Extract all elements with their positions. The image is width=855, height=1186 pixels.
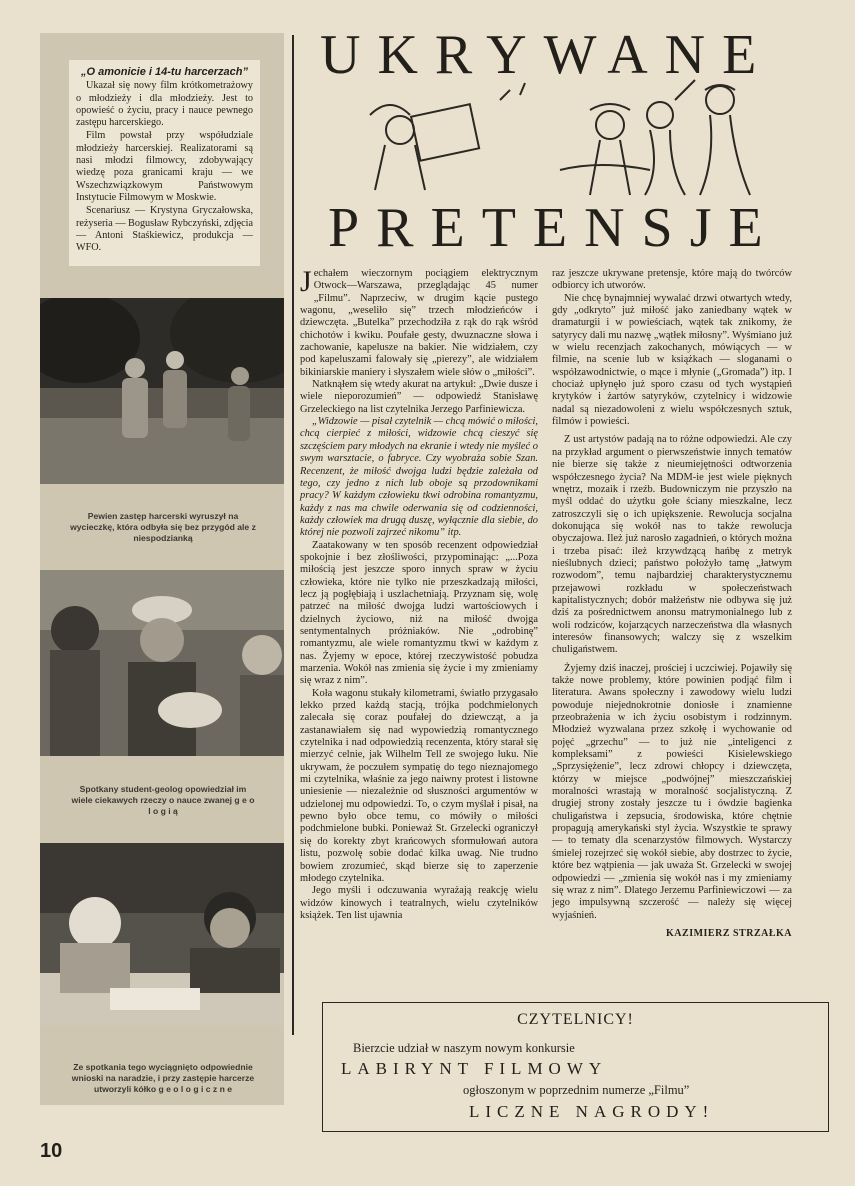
article-column-2 xyxy=(552,268,792,940)
film-info-paragraph: Ukazał się nowy film krótkometrażowy o młodzieży i dla młodzieży. Jest to opowieść o życiu, pracy i nauce pewnego zastępu harcerskiego. xyxy=(76,80,253,129)
article-paragraph: raz jeszcze ukrywane pretensje, które mają do twórców odbiorcy ich utworów. xyxy=(552,268,792,292)
film-info-title: „O amonicie i 14-tu harcerzach” xyxy=(81,66,248,78)
article-paragraph: „Widzowie — pisał czytelnik — chcą mówić o miłości, chcą cierpieć z miłości, widzowie chcą cieszyć się szczęściem pary młodych na ekranie i wtedy nie myśleć o swym warsztacie, o fabryce. Czy wyobraża sobie Szan. Recenzent, że miłość dwojga ludzi będzie zależała od tego, czy jedno z nich lub oboje są przodownikami pracy? W każdym człowieku tkwi odrobina romantyzmu, każdy z nas ma chwile oderwania się od codzienności, każdy człowiek ma drugą duszę, wyłącznie dla siebie, do której nie pozwoli zajrzeć nikomu” itp. xyxy=(300,416,538,539)
contest-announcement-box xyxy=(322,1002,829,1132)
photo-caption: Spotkany student-geolog opowiedział im wiele ciekawych rzeczy o nauce zwanej g e o l o g i ą xyxy=(71,784,255,816)
article-paragraph: Koła wagonu stukały kilometrami, światło przygasało lekko przed każdą stacją, trójka podchmielonych zalecała się coraz poufałej do dziewcząt, a ja zastanawiałem się nad wypowiedzią romantycznego czytelnika i nad odpowiedzią recenzenta, który starał się mierzyć celnie, jak Wilhelm Tell ze swojego łuku. Nie ukrywam, że poczułem sympatię do tego nieznajomego mi czytelnika, właśnie za jego naiwny protest i listowne uniesienie — niezależnie od słuszności argumentów w udzielonej mu odpowiedzi. To, o czym myślał i pisał, na pewno było obce temu, co mówiły o miłości podchmielone bubki. Ponieważ St. Grzelecki ograniczył się do korekty zbyt krańcowych sformułowań autora listu, pozwolę sobie dodać kilka uwag. Nie trudno bowiem zrozumieć, skąd bierze się to zaperzenie młodego czytelnika. xyxy=(300,687,538,884)
contest-title: CZYTELNICY! xyxy=(517,1011,634,1028)
article-title-bottom: PRETENSJE xyxy=(328,197,780,259)
article-paragraph: Zaatakowany w ten sposób recenzent odpowiedział spokojnie i bez złośliwości, przypominając: „...Poza miłością jest jeszcze sporo innych spraw w życiu człowieka, które nie tylko nie przeszkadzają miłości, lecz ją pogłębiają i uszlachetniają. Przyznam się, wolę patrzeć na miłość dwojga ludzi wartościowych i dzielnych życiowo, niż na miłość dwojga sentymentalnych próżniaków. Nie „odrobinę” romantyzmu, ale wiele romantyzmu tkwi w każdym z nas. Żyjemy w epoce, której rzeczywistość pobudza marzenia. Wokół nas zmienia się życie i my zmieniamy się wraz z nim”. xyxy=(300,539,538,687)
drop-cap: J xyxy=(300,265,312,298)
article-paragraph: Żyjemy dziś inaczej, prościej i uczciwiej. Pojawiły się także nowe problemy, które powinien podjąć film i literatura. Awans społeczny i zawodowy wielu ludzi powoduje niejednokrotnie doniosłe i znamienne przeobrażenia w ich życiu osobistym i rodzinnym. Młodzież wyzwalana przez szkołę i wychowanie od pojęć „grzechu” — to już nie „inteligenci z kompleksami” z powieści Kisielewskiego „Sprzysiężenie”, lecz zdrowi chłopcy i dziewczęta, którzy w miejsce „podwójnej” mieszczańskiej moralności wrastają w moralność socjalistyczną. Z drugiej strony zostały jeszcze tu i ówdzie bagienka chuligaństwa i zepsucia, środowiska, które chętnie propagują amerykański styl życia. Wszystkie te sprawy — to tematy dla scenarzystów filmowych. Wystarczy śmielej rozejrzeć się wokół siebie, aby dostrzec to życie, które bez wątpienia — jak uważa St. Grzelecki w swojej odpowiedzi — „zmienia się wokół nas i my zmieniamy się wraz z nim”. Dlatego Jerzemu Parfiniewiczowi — za jego impulsywną szczerość — należy się więcej wyjaśnień. xyxy=(552,662,792,921)
article-column-1 xyxy=(300,265,538,922)
photo-caption: Pewien zastęp harcerski wyruszył na wycieczkę, która odbyła się bez przygód ale z niespodzianką xyxy=(70,511,256,543)
film-info-box xyxy=(69,60,260,266)
article-paragraph: Nie chcę bynajmniej wywalać drzwi otwartych wtedy, gdy „odkryto” już miłość jako zaniedbany wątek w dramaturgii i w powieściach, wątek tak znikomy, że satyrycy dali mu nazwę „wątłek miłosny”. Wyśmiano już w wielu recenzjach zakochanych, mówiących — w filmie, na scenie lub w książkach — sloganami o współzawodnictwie, o mące i młynie („Gromada”) itp. I chociaż upłynęło już sporo czasu od tych wystąpień krytyków i żartów satyryków, czytelnicy i widzowie nadal są niezadowoleni z wielu współczesnych sztuk, filmów i powieści. xyxy=(552,292,792,428)
contest-line: ogłoszonym w poprzednim numerze „Filmu” xyxy=(463,1083,690,1097)
photo-geology-club xyxy=(40,843,284,1025)
article-paragraph: Z ust artystów padają na to różne odpowiedzi. Ale czy na przykład argument o pierwszeństwie innych tematów nie bierze się także z nieumiejętności odtworzenia współczesnego życia? Na MDM-ie jest wiele pięknych wnętrz, mozaik i rzeźb. Budowniczym nie przyszło na myśl oddać do użytku gołe ściany mieszkalne, lecz zatroszczyli się o ich upiększenie. Rewolucja socjalna dokonująca się wokół nas to także rewolucja obyczajowa. Ileż już narosło zagadnień, o których można i trzeba pisać: ileż krzywdzącą hańbę z metryk nieślubnych dzieci; państwo położyło tamę „łatwym rozwodom”, temu najbardziej charakterystycznemu przejawowi rozkładu w społeczeństwach kapitalistycznych; dobór małżeństw nie odbywa się już dziś za pośrednictwem anonsu matrymonialnego lub z woli rodziców, kojarzących narzeczeństwa dla własnych interesów finansowych; walczy się z wszelkim chuligaństwem. xyxy=(552,434,792,656)
contest-line: Bierzcie udział w naszym nowym konkursie xyxy=(353,1041,575,1055)
film-info-paragraph: Film powstał przy współudziale młodzieży harcerskiej. Realizatorami są nasi młodzi filmowcy, zdobywający wiedzę poza granicami kraju — we Wszechzwiązkowym Państwowym Instytucie Filmowym w Moskwie. xyxy=(76,130,253,203)
article-paragraph: Jego myśli i odczuwania wyrażają reakcję wielu widzów kinowych i teatralnych, wielu czytelników książek. Ten list ujawnia xyxy=(300,885,538,921)
illustration-people-reading xyxy=(360,70,780,200)
column-divider xyxy=(292,35,294,1035)
article-paragraph: echałem wieczornym pociągiem elektrycznym Otwock—Warszawa, przeglądając 45 numer „Filmu”. Naprzeciw, w drugim kącie pustego wagonu, „weseliło się” trzech młodzieńców i dziewczęta. „Butelka” przechodziła z rąk do rąk wśród chichotów i kwiku. Poufałe gesty, dwuznaczne słowa i zachowanie, kapelusze na bakier. Nie widziałem, czy pod kapeluszami falowały się „pierezy”, ale widziałem bikiniarskie maniery i słyszałem wiele słów o „miłości”. xyxy=(300,268,538,378)
author-signature: KAZIMIERZ STRZAŁKA xyxy=(666,927,792,939)
photo-geologist-talk xyxy=(40,570,284,756)
article-title-top: UKRYWANE xyxy=(320,24,774,86)
article-paragraph: Natknąłem się wtedy akurat na artykuł: „Dwie dusze i wiele nieporozumień” — odpowiedź Stanisławę Grzeleckiego na list czytelnika Jerzego Parfiniewicza. xyxy=(300,379,538,415)
photo-scouts-hiking xyxy=(40,298,284,484)
page-number: 10 xyxy=(40,1140,63,1162)
contest-prizes: LICZNE NAGRODY! xyxy=(469,1102,715,1121)
film-info-paragraph: Scenariusz — Krystyna Gryczałowska, reżyseria — Bogusław Rybczyński, zdjęcia — Antoni Staśkiewicz, produkcja — WFO. xyxy=(76,205,253,254)
contest-name: LABIRYNT FILMOWY xyxy=(341,1059,608,1078)
photo-caption: Ze spotkania tego wyciągnięto odpowiednie wnioski na naradzie, i przy zastępie harcerze utworzyli kółko g e o l o g i c z n e xyxy=(71,1062,255,1094)
